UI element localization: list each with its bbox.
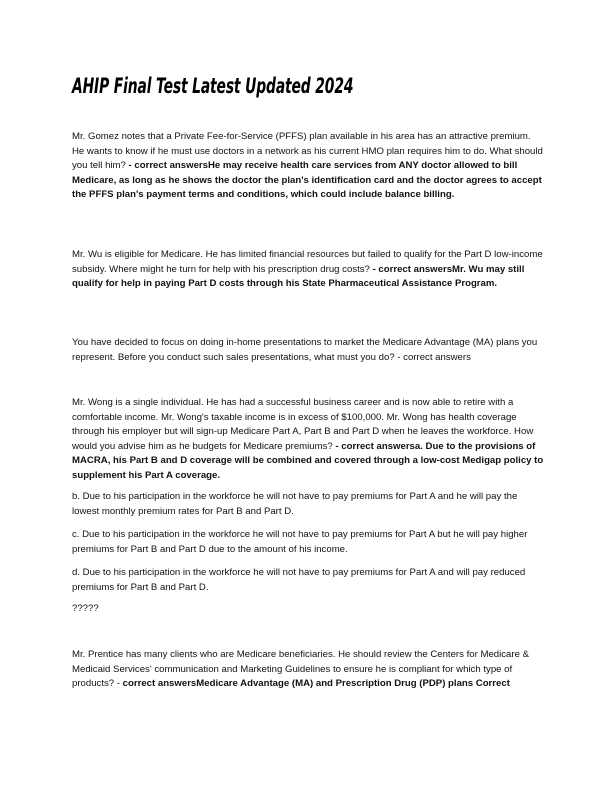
option-b: b. Due to his participation in the workforce he will not have to pay premiums for Part A and he will pay the lowest monthly premium rates for Part B and Part D. (72, 491, 518, 517)
answer-text: Medicare Advantage (MA) and Prescription Drug (PDP) plans Correct (196, 678, 510, 690)
answer-text: a. Due to the provisions of MACRA, his Part B and D coverage will be combined and covered through a low-cost Medigap policy to supplement his Part A coverage. (72, 440, 544, 481)
question-text: You have decided to focus on doing in-home presentations to market the Medicare Advantage (MA) plans you represent. Before you conduct such sales presentations, what must you do? - correct answers (72, 337, 538, 363)
qa-in-home-presentations (72, 336, 544, 365)
question-text: Mr. Wong is a single individual. He has had a successful business career and is now able to retire with a comfortable income. Mr. Wong's taxable income is in excess of $100,000. Mr. Wong has health coverage through his employer but will sign-up Medicare Part A, Part B and Part D when he leaves the workforce. How would you advise him as he budgets for Medicare premiums? (72, 397, 534, 452)
answer-separator: - correct answers (332, 440, 415, 452)
unknown-marker: ????? (72, 603, 99, 614)
qa-gomez (72, 130, 544, 203)
document-title: AHIP Final Test Latest Updated 2024 (72, 74, 354, 98)
answer-text: He may receive health care services from ANY doctor allowed to bill Medicare, as long as he shows the doctor the plan's identification card and the doctor agrees to accept the PFFS plan's payment terms and conditions, which could include balance billing. (72, 160, 542, 201)
question-text: Mr. Gomez notes that a Private Fee-for-Service (PFFS) plan available in his area has an attractive premium. He wants to know if he must use doctors in a network as his current HMO plan requires him to do. What should you tell him? (72, 131, 543, 172)
question-text: Mr. Prentice has many clients who are Medicare beneficiaries. He should review the Centers for Medicare & Medicaid Services' communication and Marketing Guidelines to ensure he is compliant for which type of products? (72, 649, 529, 690)
qa-wong (72, 396, 544, 484)
answer-label: correct answers (122, 678, 197, 690)
option-d: d. Due to his participation in the workforce he will not have to pay premiums for Part A and will pay reduced premiums for Part B and Part D. (72, 567, 526, 593)
qa-prentice (72, 648, 544, 692)
qa-wu (72, 248, 544, 292)
answer-separator: - correct answers (369, 263, 453, 275)
question-text: Mr. Wu is eligible for Medicare. He has limited financial resources but failed to qualify for the Part D low-income subsidy. Where might he turn for help with his prescription drug costs? (72, 249, 543, 275)
option-c: c. Due to his participation in the workforce he will not have to pay premiums for Part A but he will pay higher premiums for Part B and Part D due to the amount of his income. (72, 529, 528, 555)
answer-separator: - correct answers (125, 160, 208, 172)
answer-text: Mr. Wu may still qualify for help in paying Part D costs through his State Pharmaceutical Assistance Program. (72, 263, 525, 290)
answer-separator: - (114, 678, 123, 690)
